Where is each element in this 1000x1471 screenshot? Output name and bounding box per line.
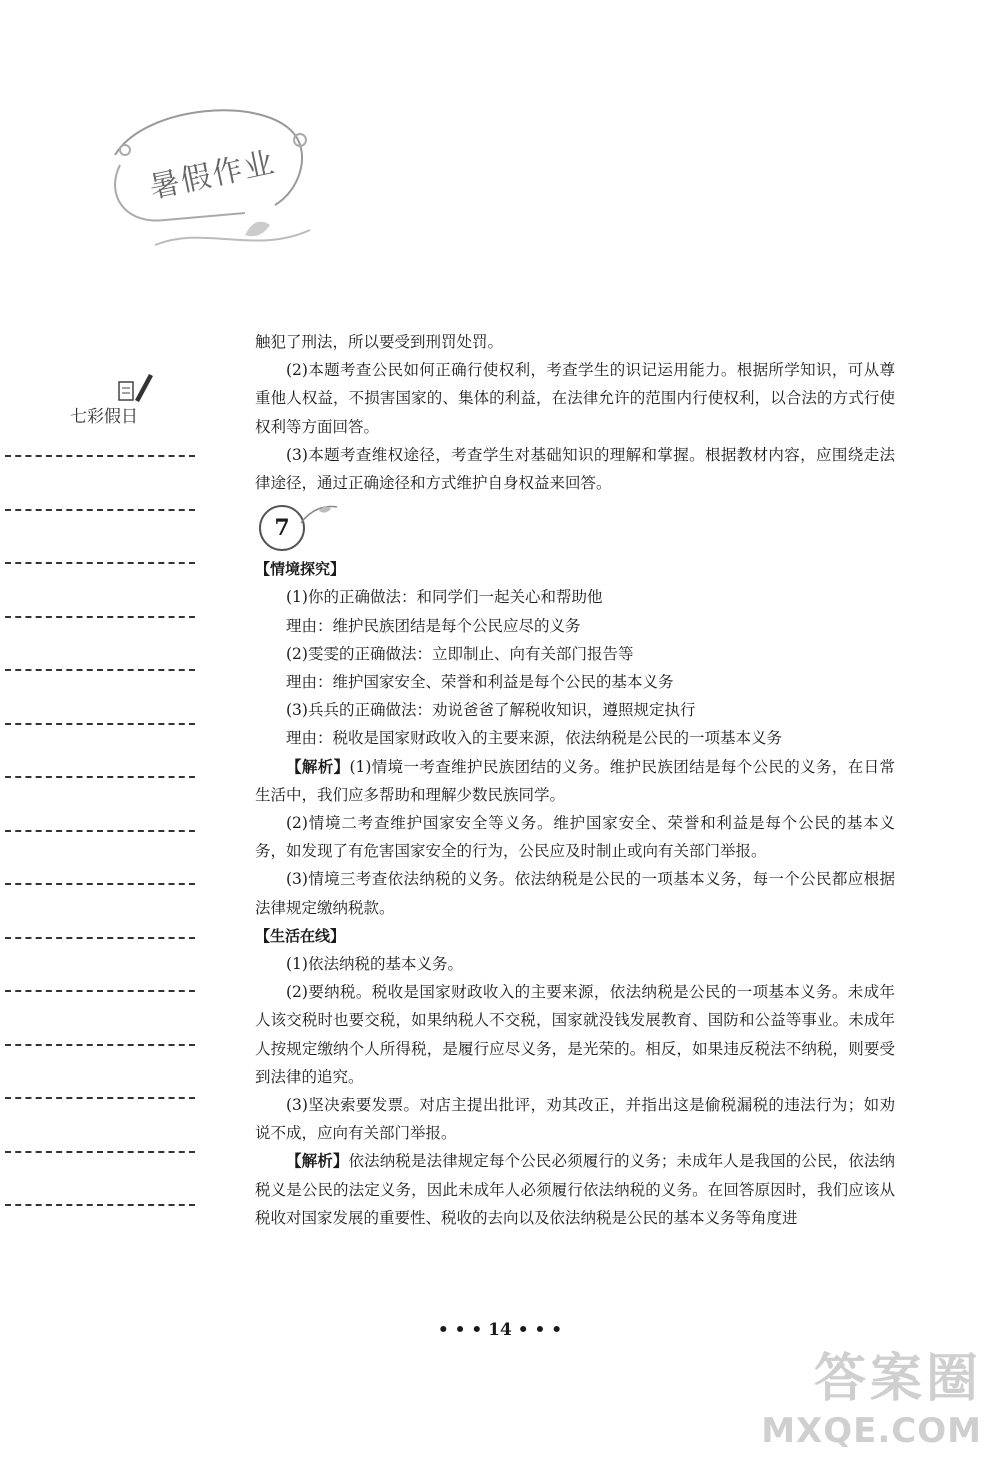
note-line	[5, 616, 195, 618]
answer-item: (1)你的正确做法：和同学们一起关心和帮助他	[286, 588, 603, 607]
main-content	[255, 328, 895, 1232]
page-number: • • • 14 • • •	[437, 1320, 563, 1340]
note-line	[5, 669, 195, 671]
note-line	[5, 1204, 195, 1206]
intro-continuation: 触犯了刑法，所以要受到刑罚处罚。	[255, 333, 504, 351]
watermark-sub: MXQE.COM	[761, 1411, 982, 1451]
analysis-label: 【解析】	[286, 1152, 349, 1171]
section-heading-scenario: 【情境探究】	[255, 560, 346, 579]
section-number: 7	[259, 505, 305, 551]
header-title: 暑假作业	[146, 144, 279, 206]
answer-item: (3)坚决索要发票。对店主提出批评，劝其改正，并指出这是偷税漏税的违法行为；如劝说不成，应向有关部门举报。	[255, 1096, 895, 1143]
answer-item: 理由：维护国家安全、荣誉和利益是每个公民的基本义务	[286, 673, 674, 692]
note-line	[5, 455, 195, 457]
site-watermark	[761, 1336, 982, 1451]
intro-paragraph: (2)本题考查公民如何正确行使权利，考查学生的识记运用能力。根据所学知识，可从尊重他人权益，不损害国家的、集体的利益，在法律允许的范围内行使权利，以合法的方式行使权利等方面回答。	[255, 361, 895, 436]
note-line	[5, 990, 195, 992]
note-line	[5, 776, 195, 778]
watermark-main: 答案圈	[813, 1349, 982, 1409]
section-heading-life-online: 【生活在线】	[255, 926, 346, 945]
analysis-label: 【解析】	[286, 757, 350, 776]
analysis-paragraph: (2)情境二考查维护国家安全等义务。维护国家安全、荣誉和利益是每个公民的基本义务，如发现了有危害国家安全的行为，公民应及时制止或向有关部门举报。	[255, 814, 895, 861]
note-line	[5, 1097, 195, 1099]
answer-item: (2)雯雯的正确做法：立即制止、向有关部门报告等	[286, 644, 634, 663]
note-line	[5, 883, 195, 885]
note-line	[5, 723, 195, 725]
answer-item: (3)兵兵的正确做法：劝说爸爸了解税收知识，遵照规定执行	[286, 701, 696, 720]
analysis-paragraph	[255, 1147, 895, 1232]
intro-paragraph: (3)本题考查维权途径，考查学生对基础知识的理解和掌握。根据教材内容，应围绕走法律途径，通过正确途径和方式维护自身权益来回答。	[255, 445, 895, 493]
analysis-paragraph: (3)情境三考查依法纳税的义务。依法纳税是公民的一项基本义务，每一个公民都应根据法律规定缴纳税款。	[255, 870, 895, 917]
note-line	[5, 1151, 195, 1153]
sidebar-label: 七彩假日	[70, 407, 138, 427]
answer-item: (1)依法纳税的基本义务。	[286, 955, 463, 974]
answer-item: (2)要纳税。税收是国家财政收入的主要来源，依法纳税是公民的一项基本义务。未成年人该交税时也要交税，如果纳税人不交税，国家就没钱发展教育、国防和公益等事业。未成年人按规定缴纳个人所得税，是履行应尽义务，是光荣的。相反，如果违反税法不纳税，则要受到法律的追究。	[255, 983, 895, 1086]
answer-item: 理由：税收是国家财政收入的主要来源，依法纳税是公民的一项基本义务	[286, 729, 783, 748]
note-line	[5, 509, 195, 511]
answer-item: 理由：维护民族团结是每个公民应尽的义务	[286, 616, 581, 635]
note-line	[5, 937, 195, 939]
analysis-paragraph	[255, 753, 895, 809]
note-line	[5, 1044, 195, 1046]
leaf-icon	[299, 501, 339, 531]
analysis-text: (1)情境一考查维护民族团结的义务。维护民族团结是每个公民的义务，在日常生活中，我们应多帮助和理解少数民族同学。	[255, 757, 895, 804]
analysis-text: 依法纳税是法律规定每个公民必须履行的义务；未成年人是我国的公民，依法纳税义是公民的法定义务，因此未成年人必须履行依法纳税的义务。在回答原因时，我们应该从税收对国家发展的重要性、税收的去向以及依法纳税是公民的基本义务等角度进	[255, 1152, 895, 1227]
note-line	[5, 830, 195, 832]
note-line	[5, 562, 195, 564]
section-number-badge	[255, 497, 895, 555]
